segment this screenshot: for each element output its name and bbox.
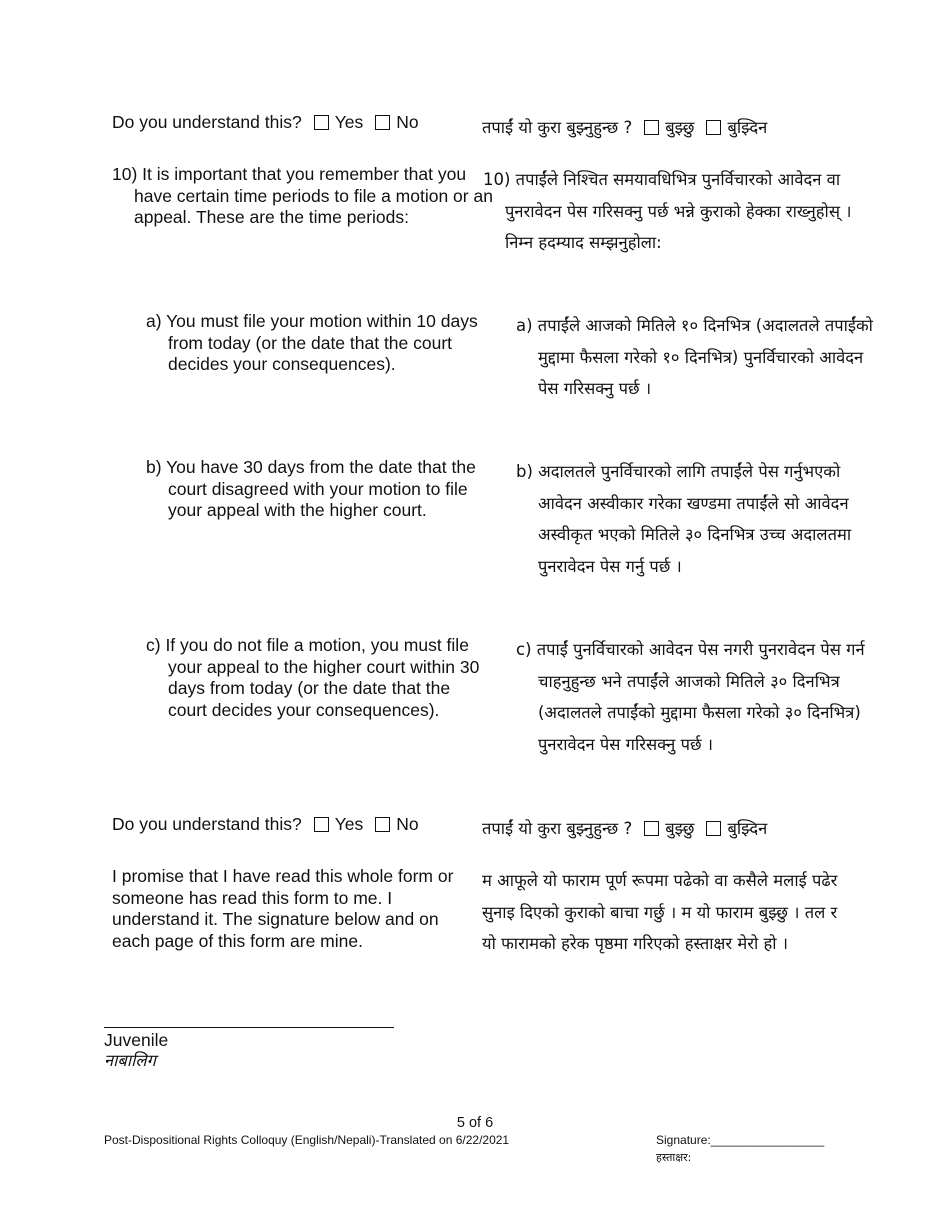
item-a-text: a) You must file your motion within 10 days from today (or the date that the court decides your consequences).: [146, 311, 478, 375]
question-row-2-nepali: [482, 818, 767, 840]
question-text: Do you understand this?: [112, 112, 302, 132]
signature-label-nepali: हस्ताक्षर:: [656, 1151, 692, 1164]
no-label-nepali: बुझ्दिन: [727, 819, 768, 838]
promise-text-nepali: म आफूले यो फाराम पूर्ण रूपमा पढेको वा कसैले मलाई पढेर सुनाइ दिएको कुराको बाचा गर्छु । म यो फाराम बुझ्छु । तल र यो फारामको हरेक पृष्ठमा गरिएको हस्ताक्षर मेरो हो ।: [482, 871, 838, 953]
yes-checkbox-nepali[interactable]: [644, 120, 659, 135]
yes-label-nepali: बुझ्छु: [665, 118, 695, 137]
no-checkbox[interactable]: [375, 817, 390, 832]
item-b-text: b) You have 30 days from the date that the court disagreed with your motion to file your appeal with the higher court.: [146, 457, 476, 521]
promise-text: I promise that I have read this whole form or someone has read this form to me. I understand it. The signature below and on each page of this form are mine.: [112, 866, 454, 951]
question-text: Do you understand this?: [112, 814, 302, 834]
yes-label: Yes: [334, 814, 364, 834]
juvenile-signature-line[interactable]: [104, 1027, 394, 1028]
no-checkbox-nepali[interactable]: [706, 821, 721, 836]
item-c-text: c) If you do not file a motion, you must file your appeal to the higher court within 30 days from today (or the date that the court decides your consequences).: [146, 635, 480, 720]
item-a-text-nepali: a) तपाईंले आजको मितिले १० दिनभित्र (अदालतले तपाईंको मुद्दामा फैसला गरेको १० दिनभित्र) पुनर्विचारको आवेदन पेस गरिसक्नु पर्छ ।: [516, 316, 873, 398]
juvenile-label: Juvenile: [104, 1030, 169, 1050]
item-10-text-nepali: 10) तपाईंले निश्चित समयावधिभित्र पुनर्विचारको आवेदन वा पुनरावेदन पेस गरिसक्नु पर्छ भन्ने कुराको हेक्का राख्नुहोस् । निम्न हदम्याद सम्झनुहोला:: [483, 170, 852, 252]
no-label: No: [396, 112, 419, 132]
yes-checkbox-nepali[interactable]: [644, 821, 659, 836]
form-title: Post-Dispositional Rights Colloquy (English/Nepali)-Translated on 6/22/2021: [104, 1133, 510, 1147]
question-row-1: [112, 111, 419, 133]
item-b-text-nepali: b) अदालतले पुनर्विचारको लागि तपाईंले पेस गर्नुभएको आवेदन अस्वीकार गरेका खण्डमा तपाईंले सो आवेदन अस्वीकृत भएको मितिले ३० दिनभित्र उच्च अदालतमा पुनरावेदन पेस गर्नु पर्छ ।: [516, 462, 852, 576]
signature-blank[interactable]: _________________: [710, 1133, 825, 1147]
item-10-text: 10) It is important that you remember that you have certain time periods to file a motion or an appeal. These are the time periods:: [112, 164, 493, 228]
yes-checkbox[interactable]: [314, 115, 329, 130]
no-checkbox[interactable]: [375, 115, 390, 130]
signature-label: Signature:: [656, 1133, 711, 1147]
question-row-2: [112, 813, 419, 835]
yes-checkbox[interactable]: [314, 817, 329, 832]
yes-label-nepali: बुझ्छु: [665, 819, 695, 838]
page-number: 5 of 6: [456, 1115, 494, 1131]
item-c-text-nepali: c) तपाईं पुनर्विचारको आवेदन पेस नगरी पुनरावेदन पेस गर्न चाहनुहुन्छ भने तपाईंले आजको मितिले ३० दिनभित्र (अदालतले तपाईंको मुद्दामा फैसला गरेको ३० दिनभित्र) पुनरावेदन पेस गरिसक्नु पर्छ ।: [516, 640, 865, 754]
juvenile-label-nepali: नाबालिग: [104, 1051, 156, 1070]
yes-label: Yes: [334, 112, 364, 132]
no-label-nepali: बुझ्दिन: [727, 118, 768, 137]
no-label: No: [396, 814, 419, 834]
footer-signature: [656, 1133, 824, 1147]
question-text-nepali: तपाईं यो कुरा बुझ्नुहुन्छ ?: [482, 819, 633, 838]
no-checkbox-nepali[interactable]: [706, 120, 721, 135]
question-row-1-nepali: [482, 117, 767, 139]
question-text-nepali: तपाईं यो कुरा बुझ्नुहुन्छ ?: [482, 118, 633, 137]
